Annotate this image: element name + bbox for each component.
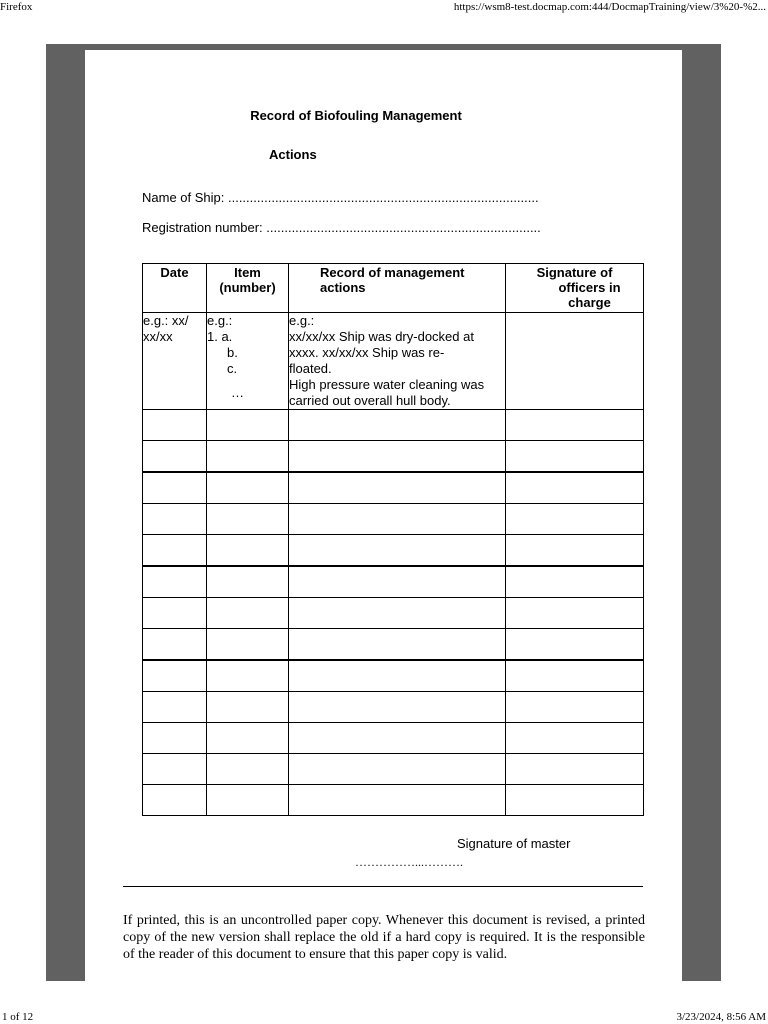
- table-cell: [506, 785, 644, 816]
- table-cell: [506, 660, 644, 692]
- example-item-line2: 1. a.: [207, 329, 233, 344]
- table-cell: [143, 598, 207, 629]
- table-cell: [207, 629, 289, 661]
- example-item-line4: c.: [227, 361, 238, 376]
- table-cell: [143, 629, 207, 661]
- table-cell: [143, 785, 207, 816]
- table-row: [143, 598, 644, 629]
- table-cell: [289, 754, 506, 785]
- header-item-line2: (number): [219, 280, 276, 295]
- example-record-cell: [289, 313, 506, 410]
- example-date-line1: e.g.: xx/: [143, 313, 189, 328]
- table-cell: [143, 754, 207, 785]
- table-cell: [143, 472, 207, 504]
- example-item-cell: [207, 313, 289, 410]
- biofouling-record-table: [142, 263, 644, 816]
- table-cell: [506, 692, 644, 723]
- table-cell: [143, 660, 207, 692]
- table-row: [143, 785, 644, 816]
- print-footer: [0, 1010, 768, 1024]
- table-cell: [506, 441, 644, 473]
- table-cell: [207, 472, 289, 504]
- table-cell: [143, 535, 207, 567]
- table-cell: [506, 754, 644, 785]
- example-date-line2: xx/xx: [143, 329, 173, 344]
- table-cell: [506, 723, 644, 754]
- table-row: [143, 566, 644, 598]
- table-cell: [207, 504, 289, 535]
- header-signature-line2: officers in: [558, 280, 621, 295]
- master-signature-line: ……………...……….: [355, 855, 463, 869]
- table-row: [143, 535, 644, 567]
- table-cell: [289, 660, 506, 692]
- table-cell: [143, 410, 207, 441]
- table-header-row: [143, 264, 644, 313]
- table-cell: [506, 629, 644, 661]
- example-record-line2: xx/xx/xx Ship was dry-docked at: [289, 329, 474, 344]
- table-cell: [289, 410, 506, 441]
- table-cell: [289, 692, 506, 723]
- table-cell: [143, 504, 207, 535]
- table-row: [143, 410, 644, 441]
- example-record-line5: High pressure water cleaning was: [289, 377, 485, 392]
- example-record-line3: xxxx. xx/xx/xx Ship was re-: [289, 345, 445, 360]
- table-row: [143, 723, 644, 754]
- example-item-line5: …: [231, 385, 244, 400]
- header-item: [207, 264, 289, 313]
- table-row: [143, 692, 644, 723]
- table-cell: [289, 598, 506, 629]
- page-url: https://wsm8-test.docmap.com:444/DocmapTraining/view/3%20-%2...: [453, 1, 766, 13]
- app-name: Firefox: [0, 1, 33, 13]
- table-cell: [506, 472, 644, 504]
- table-cell: [289, 472, 506, 504]
- table-cell: [289, 566, 506, 598]
- table-row: [143, 504, 644, 535]
- header-record-line2: actions: [320, 280, 366, 295]
- example-record-line1: e.g.:: [289, 313, 315, 328]
- header-signature-line3: charge: [568, 295, 611, 310]
- table-cell: [207, 754, 289, 785]
- document-title: Record of Biofouling Management: [250, 108, 462, 123]
- page-indicator: 1 of 12: [2, 1011, 34, 1023]
- document-viewer[interactable]: [46, 44, 721, 981]
- table-cell: [207, 441, 289, 473]
- header-item-line1: Item: [234, 265, 261, 280]
- header-record-line1: Record of management: [320, 265, 465, 280]
- document-subtitle: Actions: [269, 147, 317, 162]
- print-timestamp: 3/23/2024, 8:56 AM: [676, 1011, 766, 1023]
- example-record-line6: carried out overall hull body.: [289, 393, 451, 408]
- header-record: [289, 264, 506, 313]
- table-cell: [289, 785, 506, 816]
- header-date: Date: [143, 264, 207, 313]
- table-cell: [207, 535, 289, 567]
- example-date-cell: [143, 313, 207, 410]
- example-record-line4: floated.: [289, 361, 332, 376]
- table-cell: [289, 723, 506, 754]
- table-cell: [207, 598, 289, 629]
- example-row: [143, 313, 644, 410]
- example-item-line3: b.: [227, 345, 238, 360]
- table-cell: [506, 410, 644, 441]
- table-cell: [207, 692, 289, 723]
- table-row: [143, 441, 644, 473]
- ship-name-field: Name of Ship: ......................................................................................: [142, 190, 539, 205]
- table-cell: [506, 566, 644, 598]
- example-item-line1: e.g.:: [207, 313, 233, 328]
- table-cell: [289, 504, 506, 535]
- registration-field: Registration number: ............................................................................: [142, 220, 541, 235]
- table-cell: [207, 410, 289, 441]
- table-cell: [506, 535, 644, 567]
- table-cell: [289, 441, 506, 473]
- master-signature-label: Signature of master: [457, 836, 571, 851]
- table-row: [143, 629, 644, 661]
- table-cell: [143, 566, 207, 598]
- table-row: [143, 472, 644, 504]
- header-signature-line1: Signature of: [536, 265, 613, 280]
- table-cell: [207, 566, 289, 598]
- table-cell: [207, 785, 289, 816]
- document-page: [85, 50, 682, 981]
- table-cell: [506, 504, 644, 535]
- header-signature: [506, 264, 644, 313]
- table-cell: [207, 723, 289, 754]
- print-header: [0, 0, 768, 14]
- page-divider: [123, 886, 643, 887]
- table-row: [143, 754, 644, 785]
- uncontrolled-copy-notice: If printed, this is an uncontrolled paper copy. Whenever this document is revised, a printed copy of the new version shall replace the old if a hard copy is required. It is the responsible of the reader of this document to ensure that this paper copy is valid.: [123, 913, 645, 962]
- table-row: [143, 660, 644, 692]
- table-cell: [143, 692, 207, 723]
- table-cell: [506, 598, 644, 629]
- table-cell: [143, 723, 207, 754]
- table-cell: [143, 441, 207, 473]
- example-signature-cell: [506, 313, 644, 410]
- table-cell: [289, 629, 506, 661]
- table-cell: [207, 660, 289, 692]
- table-cell: [289, 535, 506, 567]
